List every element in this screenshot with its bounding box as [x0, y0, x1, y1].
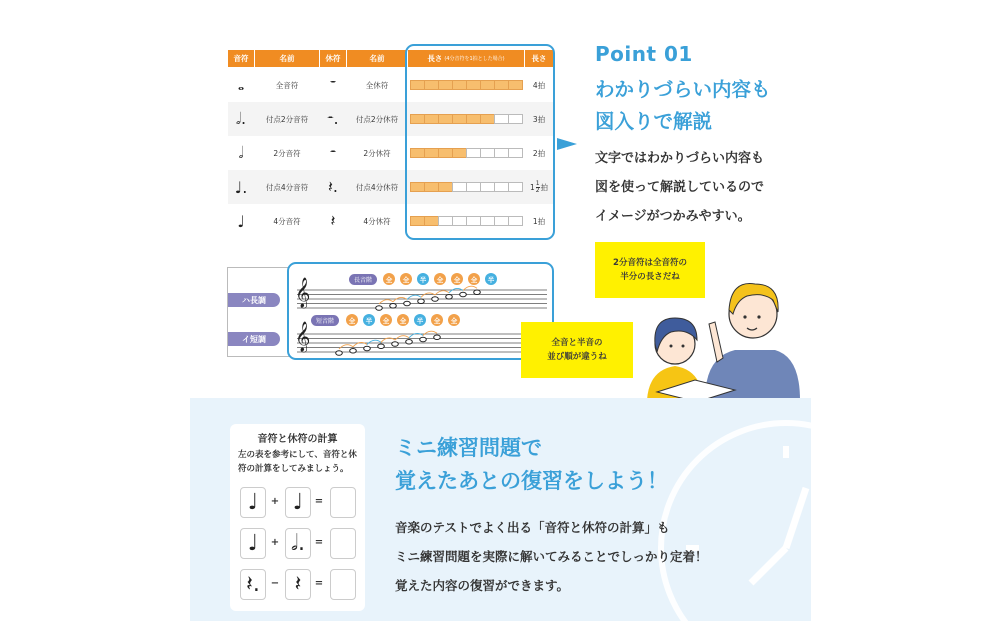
- key-tag-minor: イ短調: [228, 332, 280, 346]
- boy-eye: [757, 315, 760, 318]
- rest-name: 全休符: [365, 80, 389, 90]
- bubble-bottom-line2: 並び順が違うね: [547, 352, 607, 362]
- problem-operator: −: [270, 578, 280, 589]
- boy-eye: [743, 315, 746, 318]
- scale-diagram: [287, 262, 554, 360]
- rest-symbol-icon: 𝄽: [330, 211, 336, 230]
- bubble-top-line1: 2分音符は全音符の: [613, 257, 687, 268]
- scale-note: [364, 346, 371, 351]
- problem-right-symbol-icon: ♩: [285, 487, 311, 518]
- rest-name: 付点4分休符: [355, 182, 399, 192]
- point-body-3: イメージがつかみやすい。: [595, 209, 751, 224]
- header-rest: 休符: [320, 50, 346, 67]
- length-whole: 1: [529, 182, 535, 192]
- rest-name: 2分休符: [363, 148, 391, 158]
- note-name: 全音符: [275, 80, 299, 90]
- step-chip: 全: [468, 273, 480, 285]
- speech-bubble-bottom: [521, 322, 633, 378]
- header-length-value: 長さ: [525, 50, 553, 67]
- treble-clef-icon: 𝄞: [295, 278, 311, 308]
- scale-note: [474, 290, 481, 295]
- length-value: 1拍: [532, 216, 546, 226]
- card-title: 音符と休符の計算: [257, 434, 338, 445]
- note-symbol-icon: 𝅗𝅥.: [235, 109, 247, 128]
- mini-body-2: ミニ練習問題を実際に解いてみることでしっかり定着！: [395, 549, 708, 564]
- bubble-bottom-line1: 全音と半音の: [551, 337, 603, 348]
- note-symbol-icon: ♩.: [234, 177, 248, 197]
- step-chip: 半: [363, 314, 375, 326]
- point-body-1: 文字ではわかりづらい内容も: [595, 151, 765, 166]
- header-note: 音符: [228, 50, 254, 67]
- rest-symbol-icon: 𝄼.: [327, 109, 339, 128]
- problem-left-symbol-icon: 𝄽.: [240, 569, 266, 600]
- answer-box[interactable]: [330, 569, 356, 600]
- length-value: 3拍: [532, 114, 546, 124]
- header-note-name: 名前: [255, 50, 319, 67]
- point-label: Point 01: [595, 42, 693, 66]
- key-tag-major: ハ長調: [228, 293, 280, 307]
- mini-body-1: 音楽のテストでよく出る「音符と休符の計算」も: [395, 520, 670, 535]
- problem-operator: +: [270, 496, 280, 507]
- rest-name: 4分休符: [363, 216, 391, 226]
- students-illustration: [635, 262, 810, 402]
- length-value: 4拍: [532, 80, 546, 90]
- length-unit: 拍: [540, 182, 549, 192]
- callout-arrow: [557, 138, 577, 150]
- length-numerator: 1: [535, 179, 540, 187]
- answer-box[interactable]: [330, 487, 356, 518]
- clock-watermark-icon: [611, 398, 811, 621]
- problem-equals: =: [314, 496, 324, 507]
- length-denominator: 2: [535, 186, 540, 194]
- card-instructions: 左の表を参考にして、音符と休符の計算をしてみましょう。: [238, 450, 357, 475]
- header-rest-name: 名前: [347, 50, 407, 67]
- problem-equals: =: [314, 537, 324, 548]
- answer-box[interactable]: [330, 528, 356, 559]
- girl-eye: [670, 345, 673, 348]
- scale-note: [418, 299, 425, 304]
- problem-operator: +: [270, 537, 280, 548]
- scale-note: [432, 297, 439, 302]
- step-chip: 全: [448, 314, 460, 326]
- step-chip: 全: [400, 273, 412, 285]
- bubble-top-line2: 半分の長さだね: [620, 272, 680, 282]
- problem-right-symbol-icon: 𝅗𝅥.: [285, 528, 311, 559]
- header-length-note: (4分音符を1拍とした場合): [444, 56, 505, 62]
- note-name: 付点4分音符: [265, 182, 309, 192]
- scale-note: [446, 294, 453, 299]
- girl-eye: [682, 345, 685, 348]
- step-chip: 半: [485, 273, 497, 285]
- step-chip: 全: [346, 314, 358, 326]
- scale-note: [404, 301, 411, 306]
- problem-left-symbol-icon: ♩: [240, 487, 266, 518]
- mini-heading-1: ミニ練習問題で: [395, 436, 542, 460]
- length-column-highlight: [405, 44, 555, 240]
- point-heading-2: 図入りで解説: [595, 110, 713, 133]
- scale-note: [376, 306, 383, 311]
- rest-symbol-icon: 𝄼: [329, 143, 337, 162]
- rest-symbol-icon: 𝄽.: [328, 177, 338, 196]
- scale-note: [350, 348, 357, 353]
- rest-name: 付点2分休符: [355, 114, 399, 124]
- mini-body-3: 覚えた内容の復習ができます。: [395, 578, 570, 593]
- point-heading-1: わかりづらい内容も: [595, 78, 771, 101]
- scale-note: [406, 339, 413, 344]
- scale-tag-minor: 短音階: [311, 315, 339, 326]
- mini-heading-2: 覚えたあとの復習をしよう！: [395, 469, 668, 493]
- note-symbol-icon: 𝅗𝅥: [238, 143, 244, 162]
- note-symbol-icon: 𝅝: [237, 75, 245, 94]
- scale-tag-major: 長音階: [349, 274, 377, 285]
- scale-note: [390, 303, 397, 308]
- step-chip: 全: [397, 314, 409, 326]
- scale-note: [434, 335, 441, 340]
- note-name: 付点2分音符: [265, 114, 309, 124]
- treble-clef-icon: 𝄞: [295, 322, 311, 352]
- problem-right-symbol-icon: 𝄽: [285, 569, 311, 600]
- step-chip: 全: [380, 314, 392, 326]
- scale-note: [378, 344, 385, 349]
- length-value: 2拍: [532, 148, 546, 158]
- problem-equals: =: [314, 578, 324, 589]
- note-symbol-icon: ♩: [237, 211, 245, 231]
- rest-symbol-icon: 𝄻: [329, 75, 337, 94]
- step-chip: 全: [434, 273, 446, 285]
- note-name: 4分音符: [273, 216, 301, 226]
- point-body-2: 図を使って解説しているので: [595, 180, 765, 195]
- step-chip: 全: [451, 273, 463, 285]
- boy-arm: [709, 322, 723, 362]
- header-length-label: 長さ: [427, 54, 443, 63]
- scale-note: [392, 342, 399, 347]
- scale-note: [420, 337, 427, 342]
- step-chip: 半: [414, 314, 426, 326]
- scale-note: [460, 292, 467, 297]
- note-name: 2分音符: [273, 148, 301, 158]
- step-chip: 半: [417, 273, 429, 285]
- step-chip: 全: [383, 273, 395, 285]
- problem-left-symbol-icon: ♩: [240, 528, 266, 559]
- step-chip: 全: [431, 314, 443, 326]
- scale-note: [336, 351, 343, 356]
